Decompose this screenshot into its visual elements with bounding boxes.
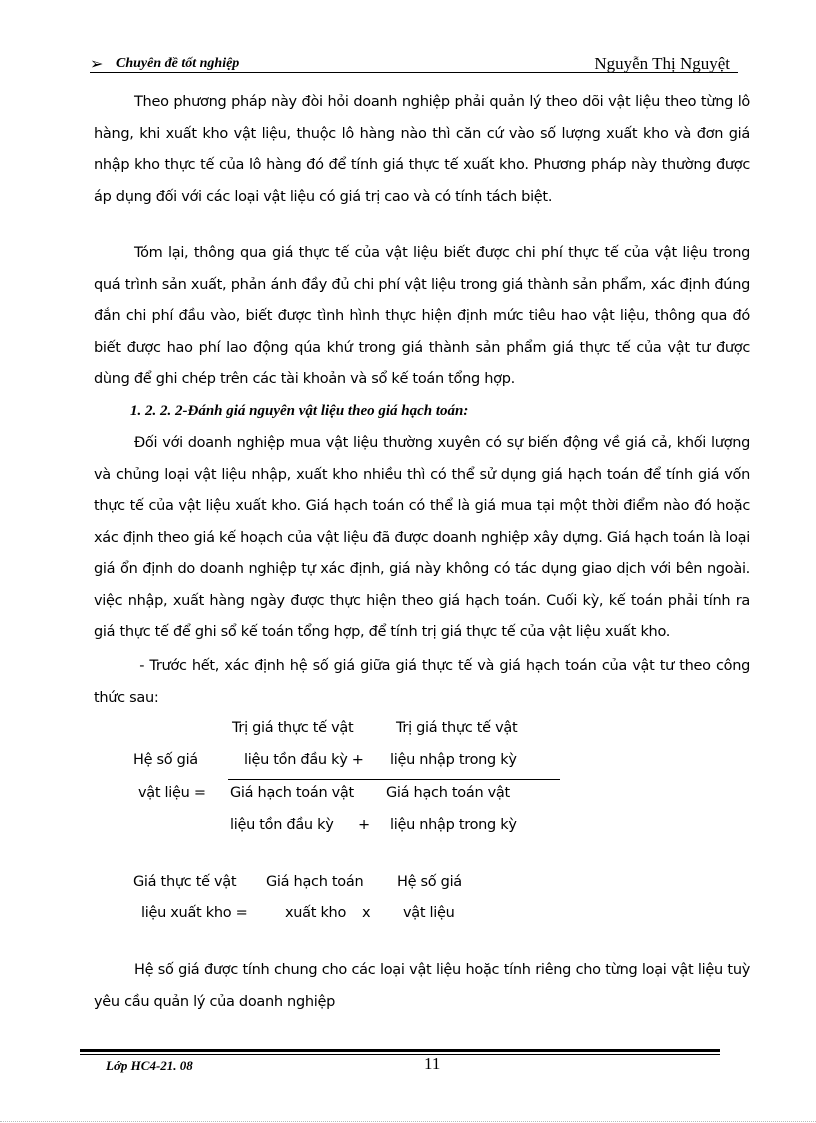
- section-heading: 1. 2. 2. 2-Đánh giá nguyên vật liệu theo giá hạch toán:: [130, 403, 469, 419]
- formula-lhs-2: vật liệu =: [138, 785, 206, 801]
- header-divider: [90, 72, 738, 73]
- formula-num-b2: liệu nhập trong kỳ: [390, 752, 517, 768]
- footer-class: Lớp HC4-21. 08: [106, 1058, 193, 1073]
- paragraph-4-text: - Trước hết, xác định hệ số giá giữa giá thực tế và giá hạch toán của vật tư theo công thức sau:: [94, 658, 750, 706]
- paragraph-1-text: Theo phương pháp này đòi hỏi doanh nghiệp phải quản lý theo dõi vật liệu theo từng lô hàng, khi xuất kho vật liệu, thuộc lô hàng nào thì căn cứ vào số lượng xuất kho và đơn giá nhập kho thực tế của lô hàng đó để tính giá thực tế xuất kho. Phương pháp này thường được áp dụng đối với các loại vật liệu có giá trị cao và có tính tách biệt.: [94, 94, 750, 205]
- formula-den-b1: Giá hạch toán vật: [386, 785, 510, 801]
- formula-plus: +: [358, 817, 370, 833]
- formula2-c2-l1: Giá hạch toán: [266, 874, 364, 890]
- formula-num-a1: Trị giá thực tế vật: [232, 720, 354, 736]
- paragraph-2-text: Tóm lại, thông qua giá thực tế của vật liệu biết được chi phí thực tế của vật liệu trong quá trình sản xuất, phản ánh đầy đủ chi phí vật liệu trong giá thành sản phẩm, xác định đúng đắn chi phí đầu vào, biết được tình hình thực hiện định mức tiêu hao vật liệu, thông qua đó biết được hao phí lao động qúa khứ trong giá thành sản phẩm giá thực tế của vật tư được dùng để ghi chép trên các tài khoản và sổ kế toán tổng hợp.: [94, 245, 750, 387]
- formula2-c1-l2: liệu xuất kho =: [141, 905, 248, 921]
- formula-num-b1: Trị giá thực tế vật: [396, 720, 518, 736]
- page-number: 11: [424, 1054, 441, 1073]
- paragraph-3: [94, 428, 750, 649]
- formula2-c1-l1: Giá thực tế vật: [133, 874, 237, 890]
- formula2-c2-l2: xuất kho: [285, 905, 347, 921]
- formula-den-a2: liệu tồn đầu kỳ: [230, 817, 334, 833]
- formula2-times: x: [362, 905, 371, 921]
- arrow-bullet-icon: ➢: [90, 54, 104, 73]
- paragraph-1: [94, 87, 750, 213]
- formula-lhs-1: Hệ số giá: [133, 752, 198, 768]
- header-author: Nguyễn Thị Nguyệt: [594, 54, 730, 73]
- formula2-c3-l2: vật liệu: [403, 905, 455, 921]
- formula2-c3-l1: Hệ số giá: [397, 874, 462, 890]
- page-edge: [0, 1121, 816, 1122]
- paragraph-5: [94, 955, 750, 1018]
- header-title: Chuyên đề tốt nghiệp: [116, 56, 240, 71]
- formula-den-a1: Giá hạch toán vật: [230, 785, 354, 801]
- formula-den-b2: liệu nhập trong kỳ: [390, 817, 517, 833]
- paragraph-5-text: Hệ số giá được tính chung cho các loại vật liệu hoặc tính riêng cho từng loại vật liệu tuỳ yêu cầu quản lý của doanh nghiệp: [94, 962, 750, 1010]
- footer-divider-thin: [80, 1054, 720, 1055]
- footer-divider-thick: [80, 1049, 720, 1052]
- paragraph-2: [94, 238, 750, 396]
- formula-num-a2: liệu tồn đầu kỳ +: [244, 752, 364, 768]
- paragraph-3-text: Đối với doanh nghiệp mua vật liệu thường xuyên có sự biến động về giá cả, khối lượng và chủng loại vật liệu nhập, xuất kho nhiều thì có thể sử dụng giá hạch toán để tính giá vốn thực tế của vật liệu xuất kho. Giá hạch toán có thể là giá mua tại một thời điểm nào đó hoặc xác định theo giá kế hoạch của vật liệu đã được doanh nghiệp xây dựng. Giá hạch toán là loại giá ổn định do doanh nghiệp tự xác định, giá này không có tác dụng giao dịch với bên ngoài. việc nhập, xuất hàng ngày được thực hiện theo giá hạch toán. Cuối kỳ, kế toán phải tính ra giá thực tế để ghi sổ kế toán tổng hợp, để tính trị giá thực tế của vật liệu xuất kho.: [94, 435, 750, 640]
- paragraph-4: [94, 651, 750, 714]
- fraction-line: [228, 779, 560, 780]
